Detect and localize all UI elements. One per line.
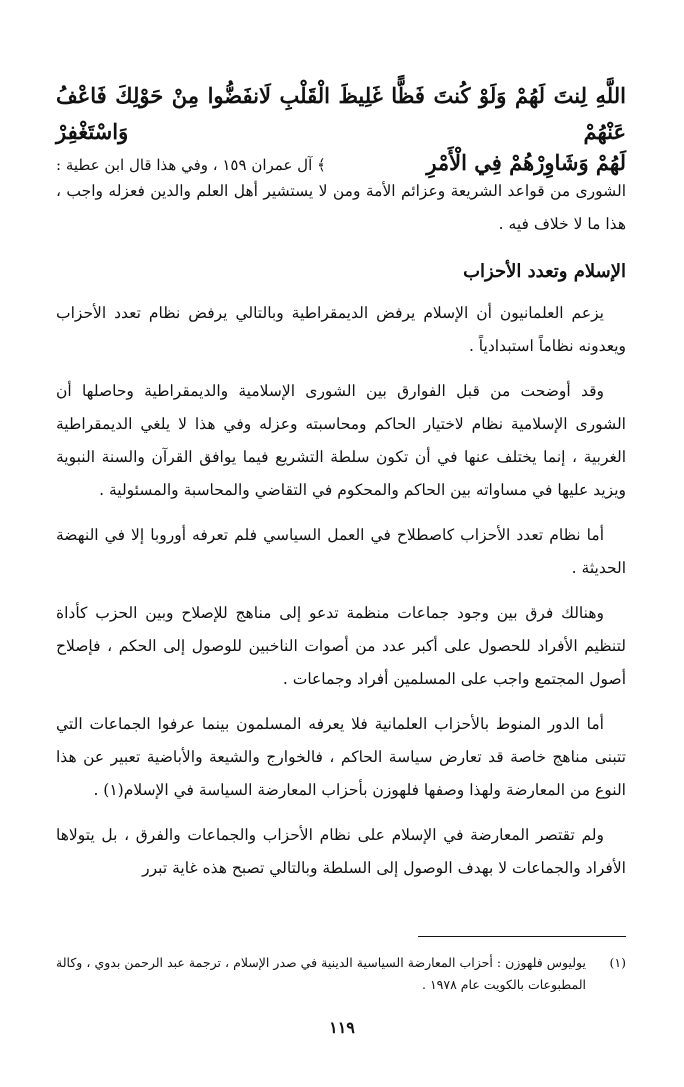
paragraph: أما نظام تعدد الأحزاب كاصطلاح في العمل السياسي فلم تعرفه أوروبا إلا في النهضة الحديثة . [56, 526, 626, 577]
section-heading: الإسلام وتعدد الأحزاب [463, 261, 626, 282]
paragraph: يزعم العلمانيون أن الإسلام يرفض الديمقراطية وبالتالي يرفض نظام تعدد الأحزاب ويعدونه نظاماً استبدادياً . [56, 304, 626, 355]
footnote-text: يوليوس فلهوزن : أحزاب المعارضة السياسية الدينية في صدر الإسلام ، ترجمة عبد الرحمن بدوي ، وكالة المطبوعات بالكويت عام ١٩٧٨ . [56, 955, 586, 992]
paragraph: وقد أوضحت من قبل الفوارق بين الشورى الإسلامية والديمقراطية وحاصلها أن الشورى الإسلامية نظام لاختيار الحاكم ومحاسبته وعزله وفي هذا لا يلغي الديمقراطية الغربية ، إنما يختلف عنها في أن تكون سلطة التشريع فيما يوافق القرآن والسنة النبوية ويزيد عليها في مساواته بين الحاكم والمحكوم في التقاضي والمحاسبة والمسئولية . [56, 382, 626, 499]
paragraph-ibn-atiyya: الشورى من قواعد الشريعة وعزائم الأمة ومن لا يستشير أهل العلم والدين فعزله واجب ، هذا ما لا خلاف فيه . [56, 182, 626, 233]
footnote-number: (١) [609, 955, 626, 970]
footnote-separator [418, 936, 626, 937]
paragraph: أما الدور المنوط بالأحزاب العلمانية فلا يعرفه المسلمون بينما عرفوا الجماعات التي تتبنى مناهج خاصة قد تعارض سياسة الحاكم ، فالخوارج والشيعة والأباضية تعبير عن هذا النوع من المعارضة ولهذا وصفها فلهوزن بأحزاب المعارضة السياسة في الإسلام(١) . [56, 715, 626, 799]
quran-verse-line-1: اللَّهِ لِنتَ لَهُمْ وَلَوْ كُنتَ فَظًّا غَلِيظَ الْقَلْبِ لَانفَضُّوا مِنْ حَوْلِكَ فَاعْفُ عَنْهُمْ وَاسْتَغْفِرْ [56, 83, 626, 144]
paragraph: وهنالك فرق بين وجود جماعات منظمة تدعو إلى مناهج للإصلاح وبين الحزب كأداة لتنظيم الأفراد للحصول على أكبر عدد من أصوات الناخبين للوصول إلى الحكم ، فإصلاح أصول المجتمع واجب على المسلمين أفراد وجماعات . [56, 604, 626, 688]
quran-verse-line-2 [56, 150, 626, 175]
page-number: ١١٩ [329, 1018, 355, 1037]
quran-verse-fragment: لَهُمْ وَشَاوِرْهُمْ فِي الْأَمْرِ [426, 150, 626, 175]
paragraph: ولم تقتصر المعارضة في الإسلام على نظام الأحزاب والجماعات والفرق ، بل يتولاها الأفراد والجماعات لا بهدف الوصول إلى السلطة وبالتالي تصبح هذه غاية تبرر [56, 826, 626, 877]
footnote [56, 952, 626, 996]
verse-reference: ﴾ آل عمران ١٥٩ ، وفي هذا قال ابن عطية : [56, 156, 326, 174]
